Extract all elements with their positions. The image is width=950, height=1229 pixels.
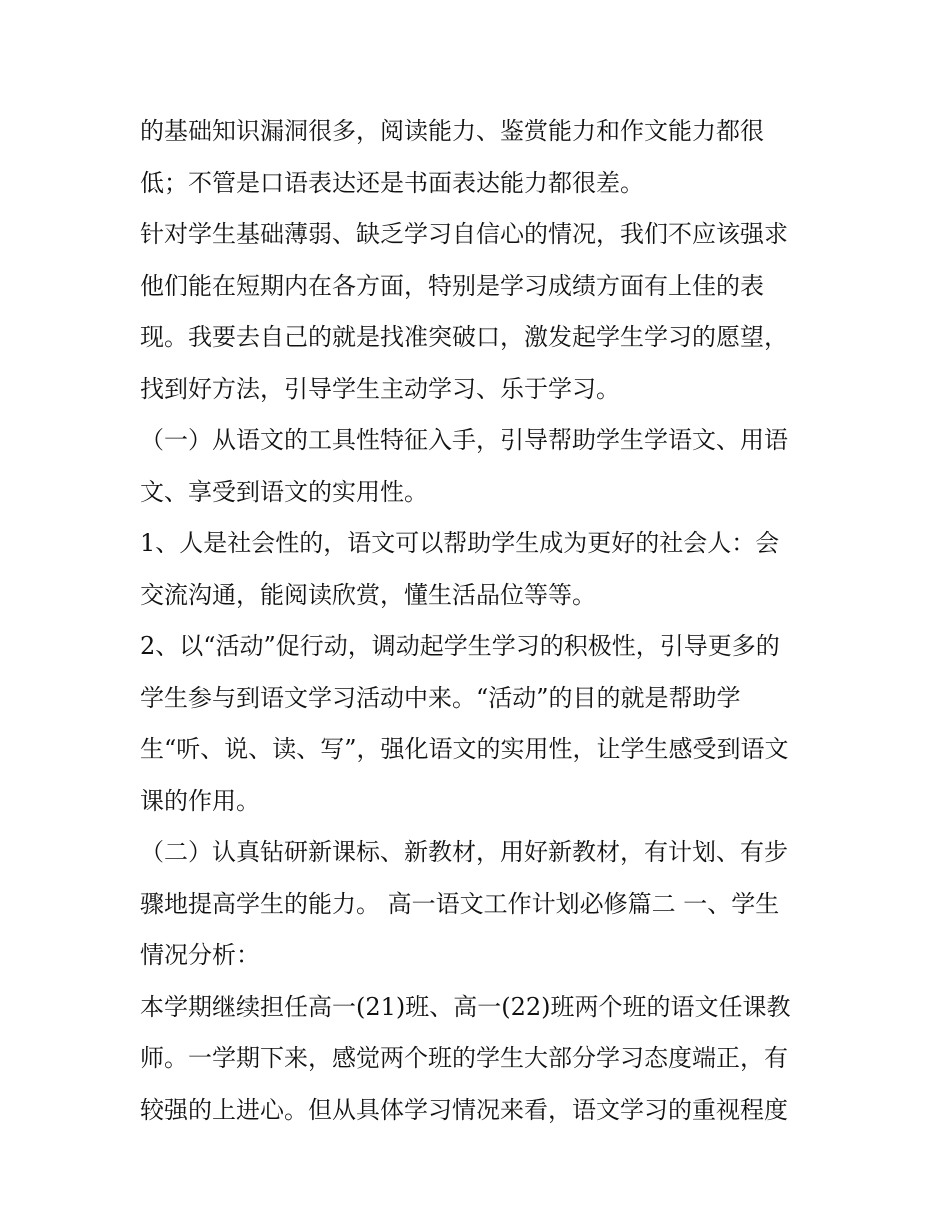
text-line: 低；不管是口语表达还是书面表达能力都很差。 xyxy=(140,168,644,197)
text-line: 学生参与到语文学习活动中来。“活动”的目的就是帮助学 xyxy=(140,683,741,712)
text-line: 课的作用。 xyxy=(140,786,260,815)
text-line: 文、享受到语文的实用性。 xyxy=(140,477,428,506)
text-line: （一）从语文的工具性特征入手，引导帮助学生学语文、用语 xyxy=(140,426,788,454)
text-line: 针对学生基础薄弱、缺乏学习自信心的情况，我们不应该强求 xyxy=(140,220,788,248)
text-line: 本学期继续担任高一(21)班、高一(22)班两个班的语文任课教 xyxy=(140,992,791,1021)
text-line: 找到好方法，引导学生主动学习、乐于学习。 xyxy=(140,374,620,403)
text-line: 现。我要去自己的就是找准突破口，激发起学生学习的愿望， xyxy=(140,323,788,351)
text-line: （二）认真钻研新课标、新教材，用好新教材，有计划、有步 xyxy=(140,838,788,866)
text-line: 交流沟通，能阅读欣赏，懂生活品位等等。 xyxy=(140,580,596,609)
text-line: 的基础知识漏洞很多，阅读能力、鉴赏能力和作文能力都很 xyxy=(140,117,764,145)
text-line: 2、以“活动”促行动，调动起学生学习的积极性，引导更多的 xyxy=(140,632,780,660)
text-line: 情况分析： xyxy=(140,941,260,969)
text-line: 1、人是社会性的，语文可以帮助学生成为更好的社会人：会 xyxy=(140,529,780,557)
body-text xyxy=(140,106,820,1136)
text-line: 他们能在短期内在各方面，特别是学习成绩方面有上佳的表 xyxy=(140,271,764,300)
text-line: 骤地提高学生的能力。 高一语文工作计划必修篇二 一、学生 xyxy=(140,889,780,918)
text-line: 师。一学期下来，感觉两个班的学生大部分学习态度端正，有 xyxy=(140,1044,788,1072)
text-line: 生“听、说、读、写”，强化语文的实用性，让学生感受到语文 xyxy=(140,735,789,763)
text-line: 较强的上进心。但从具体学习情况来看，语文学习的重视程度 xyxy=(140,1095,788,1124)
